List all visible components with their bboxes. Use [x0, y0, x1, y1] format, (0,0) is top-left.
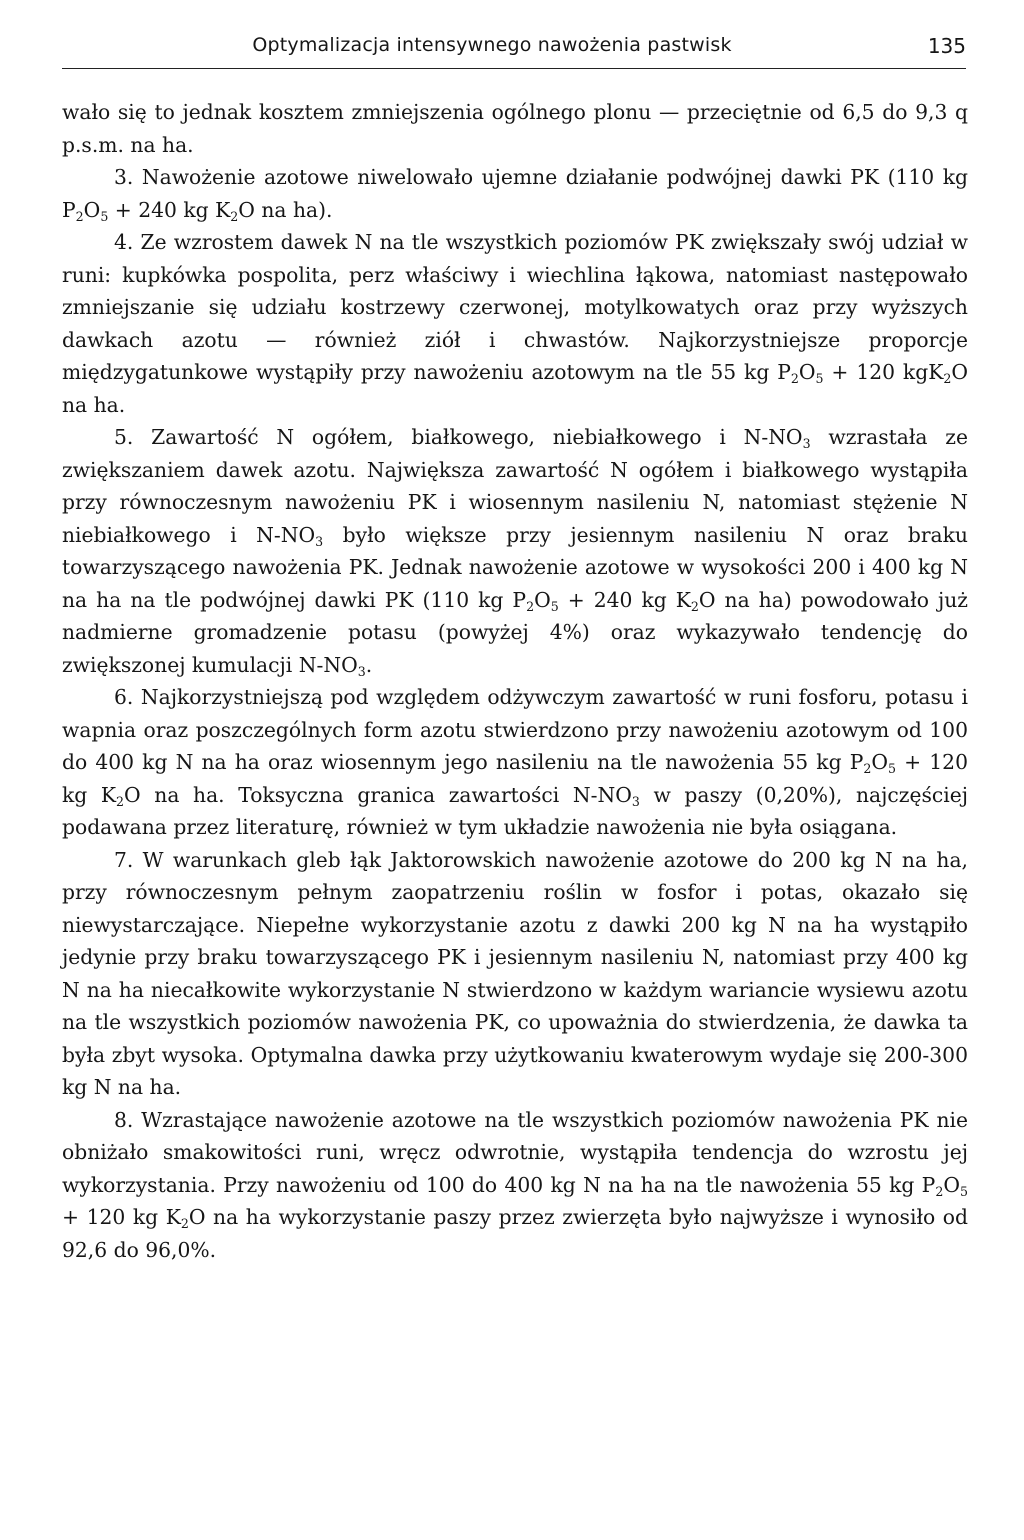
text-run: .	[365, 652, 373, 677]
paragraph	[62, 96, 968, 161]
paragraph	[62, 681, 968, 844]
subscript: 2	[790, 370, 799, 386]
text-run: 6. Najkorzystniejszą pod względem odżywczym zawartość w runi fosforu, potasu i wapnia oraz poszczególnych form azotu stwierdzono przy nawożeniu azotowym od 100 do 400 kg N na ha oraz wiosennym jego nasileniu na tle nawożenia 55 kg P	[62, 685, 968, 774]
text-run: + 240 kg K	[558, 587, 691, 612]
subscript: 2	[230, 208, 239, 224]
subscript: 2	[690, 598, 699, 614]
text-run: wzrastała ze zwiększaniem dawek azotu. Największa zawartość N ogółem i białkowego wystąpiła przy równoczesnym nawożeniu PK i wiosennym nasileniu N, natomiast stężenie N niebiałkowego i N-NO	[62, 425, 968, 547]
subscript: 5	[959, 1183, 968, 1199]
subscript: 5	[815, 370, 824, 386]
text-run: 7. W warunkach gleb łąk Jaktorowskich nawożenie azotowe do 200 kg N na ha, przy równoczesnym pełnym zaopatrzeniu roślin w fosfor i potas, okazało się niewystarczające. Niepełne wykorzystanie azotu z dawki 200 kg N na ha wystąpiło jedynie przy braku towarzyszącego PK i jesiennym nasileniu N, natomiast przy 400 kg N na ha niecałkowite wykorzystanie N stwierdzono w każdym wariancie wysiewu azotu na tle wszystkich poziomów nawożenia PK, co upoważnia do stwierdzenia, że dawka ta była zbyt wysoka. Optymalna dawka przy użytkowaniu kwaterowym wydaje się 200-300 kg N na ha.	[62, 847, 968, 1099]
subscript: 3	[631, 793, 640, 809]
paragraph	[62, 844, 968, 1104]
subscript: 5	[888, 760, 897, 776]
text-run: w paszy (0,20%), najczęściej podawana przez literaturę, również w tym układzie nawożenia nie była osiągana.	[62, 782, 968, 839]
subscript: 2	[180, 1215, 189, 1231]
text-run: O na ha. Toksyczna granica zawartości N-NO	[124, 782, 632, 807]
text-run: + 120 kgK	[823, 360, 944, 384]
page-number: 135	[927, 34, 966, 58]
subscript: 2	[943, 370, 952, 386]
subscript: 2	[526, 598, 535, 614]
paragraph	[62, 1104, 968, 1267]
subscript: 2	[863, 760, 872, 776]
text-run: było większe przy jesiennym nasileniu N oraz braku towarzyszącego nawożenia PK. Jednak nawożenie azotowe w wysokości 200 i 400 kg N na ha na tle podwójnej dawki PK (110 kg P	[62, 522, 968, 612]
text-run: 8. Wzrastające nawożenie azotowe na tle wszystkich poziomów nawożenia PK nie obniżało smakowitości runi, wręcz odwrotnie, wystąpiła tendencja do wzrostu jej wykorzystania. Przy nawożeniu od 100 do 400 kg N na ha na tle nawożenia 55 kg P	[62, 1107, 968, 1197]
text-run: O	[798, 360, 816, 384]
text-run: O na ha wykorzystanie paszy przez zwierzęta było najwyższe i wynosiło od 92,6 do 96,0%.	[62, 1205, 968, 1262]
body-text	[62, 96, 968, 1266]
subscript: 5	[100, 208, 109, 224]
subscript: 3	[802, 435, 811, 451]
subscript: 2	[75, 208, 84, 224]
text-run: 5. Zawartość N ogółem, białkowego, niebiałkowego i N-NO	[114, 425, 803, 449]
text-run: + 240 kg K	[108, 197, 231, 222]
running-title: Optymalizacja intensywnego nawożenia pastwisk	[252, 34, 732, 56]
paragraph	[62, 161, 968, 226]
text-run: + 120 kg K	[62, 1205, 181, 1229]
subscript: 3	[315, 533, 324, 549]
text-run: 3. Nawożenie azotowe niwelowało ujemne działanie podwójnej dawki PK (110 kg P	[62, 165, 968, 222]
text-run: + 120 kg K	[62, 750, 968, 807]
text-run: wało się to jednak kosztem zmniejszenia ogólnego plonu — przeciętnie od 6,5 do 9,3 q p.s.m. na ha.	[62, 100, 968, 157]
subscript: 2	[116, 793, 125, 809]
paragraph	[62, 421, 968, 681]
text-run: O na ha) powodowało już nadmierne gromadzenie potasu (powyżej 4%) oraz wykazywało tendencję do zwiększonej kumulacji N-NO	[62, 587, 968, 677]
subscript: 2	[935, 1183, 944, 1199]
text-run: O na ha).	[238, 197, 333, 222]
text-run: O	[534, 587, 551, 612]
text-run: 4. Ze wzrostem dawek N na tle wszystkich poziomów PK zwiększały swój udział w runi: kupkówka pospolita, perz właściwy i wiechlina łąkowa, natomiast następowało zmniejszanie się udziału kostrzewy czerwonej, motylkowatych oraz przy wyższych dawkach azotu — również ziół i chwastów. Najkorzystniejsze proporcje międzygatunkowe wystąpiły przy nawożeniu azotowym na tle 55 kg P	[62, 230, 968, 384]
running-header	[62, 22, 966, 69]
text-run: O	[943, 1172, 960, 1197]
paragraph	[62, 226, 968, 421]
text-run: O	[871, 750, 888, 774]
text-run: O na ha.	[62, 360, 969, 417]
subscript: 5	[550, 598, 559, 614]
subscript: 3	[357, 663, 366, 679]
text-run: O	[83, 197, 101, 222]
